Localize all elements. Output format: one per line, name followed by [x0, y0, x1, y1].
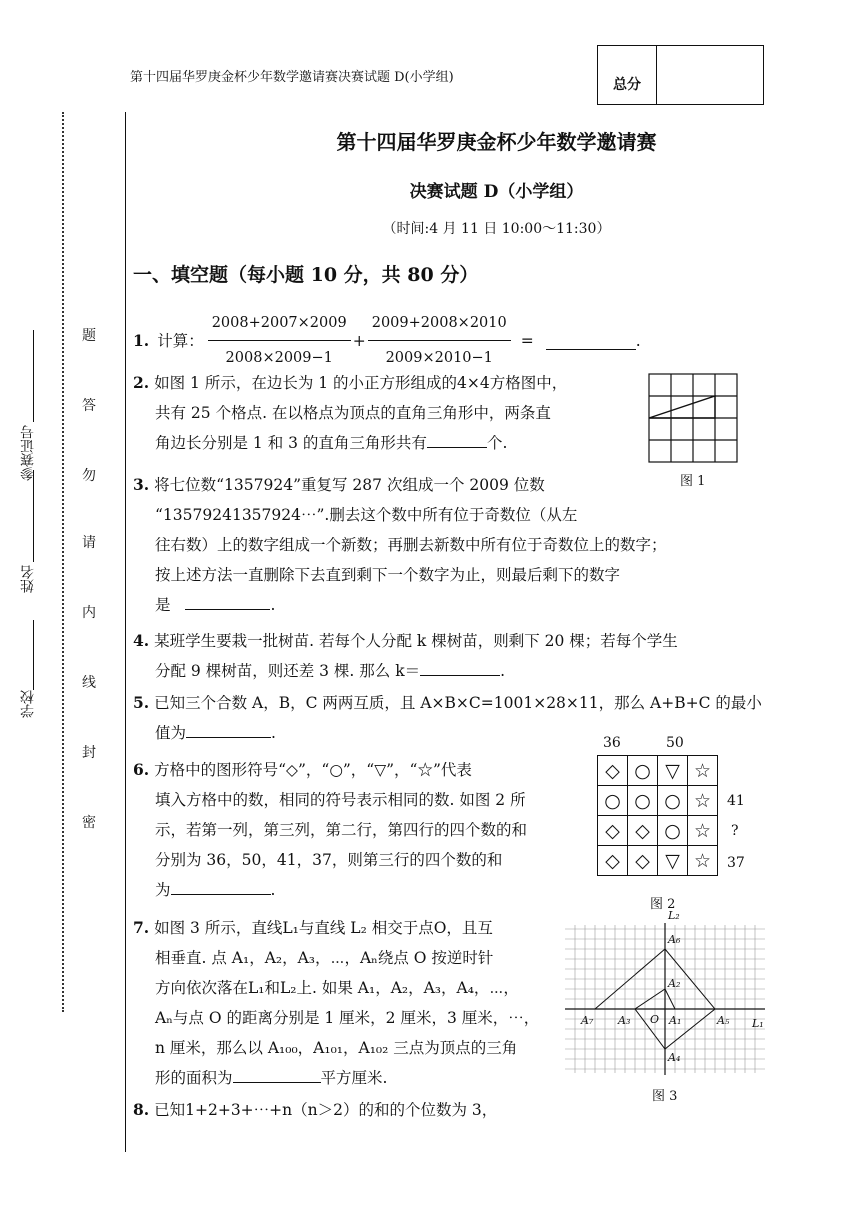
grid-cell: ☆	[688, 786, 718, 816]
grid-cell: ◇	[628, 816, 658, 846]
q3-line: 按上述方法一直删除下去直到剩下一个数字为止，则最后剩下的数字	[155, 566, 621, 584]
q3-line: 是	[155, 596, 171, 614]
grid-cell: ○	[628, 786, 658, 816]
exam-time: （时间:4 月 11 日 10:00～11:30）	[382, 221, 611, 237]
figure-1-triangle	[649, 396, 715, 418]
warning-char: 请	[82, 535, 96, 551]
warning-char: 线	[82, 675, 96, 691]
grid-cell: ○	[658, 816, 688, 846]
answer-blank-2[interactable]	[427, 429, 487, 448]
label-a1: A₁	[669, 1014, 682, 1027]
id-label: 参赛证号	[20, 425, 36, 481]
answer-blank-6[interactable]	[171, 876, 271, 895]
q4-line: .	[500, 662, 506, 680]
q6-line: 为	[155, 881, 171, 899]
answer-blank-3[interactable]	[185, 591, 270, 610]
question-1	[133, 308, 641, 373]
question-5	[133, 688, 762, 748]
q4-line: 分配 9 棵树苗，则还差 3 棵. 那么 k＝	[155, 662, 421, 680]
fraction-2	[368, 308, 511, 373]
fraction-numerator: 2008+2007×2009	[208, 308, 351, 341]
header-title: 第十四届华罗庚金杯少年数学邀请赛决赛试题 D(小学组)	[130, 70, 454, 85]
margin-rule	[125, 112, 126, 1152]
name-field[interactable]	[33, 470, 34, 562]
warning-char: 密	[82, 815, 96, 831]
school-field[interactable]	[33, 620, 34, 690]
fraction-1	[208, 308, 351, 373]
grid-cell: ◇	[598, 756, 628, 786]
question-number: 8.	[133, 1100, 150, 1119]
grid-cell: ○	[598, 786, 628, 816]
grid-cell: ▽	[658, 846, 688, 876]
label-a6: A₆	[668, 933, 681, 946]
q4-line: 某班学生要栽一批树苗. 若每个人分配 k 棵树苗，则剩下 20 棵；若每个学生	[154, 632, 678, 650]
q6-line: 填入方格中的数，相同的符号表示相同的数. 如图 2 所	[155, 791, 526, 809]
school-label: 学校	[20, 690, 36, 718]
q7-line: n 厘米，那么以 A₁₀₀，A₁₀₁，A₁₀₂ 三点为顶点的三角	[155, 1039, 518, 1057]
label-a5: A₅	[717, 1014, 730, 1027]
q3-line: 往右数）上的数字组成一个新数；再删去新数中所有位于奇数位上的数字；	[155, 536, 667, 554]
grid-row	[598, 756, 718, 786]
grid-cell: ◇	[598, 846, 628, 876]
question-6	[133, 755, 593, 905]
question-3	[133, 470, 743, 620]
question-number: 3.	[133, 475, 150, 494]
q8-line: 已知1+2+3+⋯+n（n＞2）的和的个位数为 3，	[154, 1101, 498, 1119]
q7-line: Aₙ与点 O 的距离分别是 1 厘米，2 厘米，3 厘米，⋯，	[155, 1009, 540, 1027]
question-end: .	[635, 331, 641, 350]
question-number: 2.	[133, 373, 150, 392]
grid-cell: ◇	[628, 846, 658, 876]
grid-cell: ◇	[598, 816, 628, 846]
grid-row	[598, 816, 718, 846]
q2-line: 共有 25 个格点. 在以格点为顶点的直角三角形中，两条直	[155, 404, 551, 422]
answer-blank-5[interactable]	[186, 719, 271, 738]
question-7	[133, 913, 553, 1093]
column-sum-label: 36	[603, 735, 621, 751]
figure-2-caption: 图 2	[650, 897, 676, 912]
figure-1-caption: 图 1	[680, 474, 706, 489]
answer-blank-1[interactable]	[546, 331, 636, 350]
label-l1: L₁	[752, 1017, 764, 1030]
question-8	[133, 1095, 693, 1125]
question-number: 7.	[133, 918, 150, 937]
q5-line: 已知三个合数 A，B，C 两两互质，且 A×B×C=1001×28×11，那么 A+B+C 的最小	[154, 694, 762, 712]
score-value-cell[interactable]	[657, 46, 763, 104]
q5-line: .	[271, 724, 276, 742]
score-label: 总分	[598, 46, 657, 104]
q6-line: 示，若第一列，第三列，第二行，第四行的四个数的和	[155, 821, 528, 839]
q2-line: 如图 1 所示，在边长为 1 的小正方形组成的4×4方格图中，	[154, 374, 568, 392]
figure-2-grid	[597, 755, 718, 876]
answer-blank-7[interactable]	[233, 1064, 321, 1083]
figure-1-grid	[648, 373, 738, 463]
q5-line: 值为	[155, 724, 187, 742]
question-number: 1.	[133, 330, 150, 350]
column-sum-label: 50	[666, 735, 684, 751]
grid-cell: ☆	[688, 816, 718, 846]
id-field[interactable]	[33, 330, 34, 422]
score-box	[597, 45, 764, 105]
row-sum-label: 41	[727, 793, 745, 809]
q7-line: 方向依次落在L₁和L₂上. 如果 A₁，A₂，A₃，A₄，⋯，	[155, 979, 519, 997]
question-number: 5.	[133, 693, 150, 712]
figure-3-diagram	[565, 905, 765, 1085]
q2-line: 个.	[486, 434, 508, 452]
q6-line: .	[270, 881, 276, 899]
question-prefix: 计算：	[157, 331, 204, 350]
answer-blank-4[interactable]	[420, 657, 500, 676]
warning-char: 内	[82, 605, 96, 621]
warning-char: 答	[82, 398, 96, 414]
label-a4: A₄	[668, 1051, 681, 1064]
equals-sign: =	[520, 331, 534, 350]
q7-line: 形的面积为	[155, 1069, 233, 1087]
warning-char: 封	[82, 745, 96, 761]
warning-char: 题	[82, 328, 96, 344]
grid-cell: ▽	[658, 756, 688, 786]
exam-subtitle: 决赛试题 D（小学组）	[409, 182, 584, 202]
question-4	[133, 626, 753, 686]
name-label: 姓名	[20, 565, 36, 593]
q7-line: 如图 3 所示，直线L₁与直线 L₂ 相交于点O，且互	[154, 919, 493, 937]
section-heading: 一、填空题（每小题 10 分，共 80 分）	[133, 264, 479, 286]
fraction-denominator: 2009×2010−1	[385, 350, 493, 366]
label-a3: A₃	[618, 1014, 631, 1027]
grid-cell: ○	[658, 786, 688, 816]
grid-row	[598, 846, 718, 876]
question-number: 6.	[133, 760, 150, 779]
q7-line: 相垂直. 点 A₁，A₂，A₃，⋯，Aₙ绕点 O 按逆时针	[155, 949, 494, 967]
grid-row	[598, 786, 718, 816]
q6-line: 分别为 36，50，41，37，则第三行的四个数的和	[155, 851, 503, 869]
q6-line: 方格中的图形符号“◇”，“○”，“▽”，“☆”代表	[154, 761, 472, 779]
question-number: 4.	[133, 631, 150, 650]
grid-cell: ☆	[688, 846, 718, 876]
label-a2: A₂	[668, 977, 681, 990]
seal-dotted-line	[62, 112, 64, 1012]
figure-3-caption: 图 3	[652, 1089, 678, 1104]
q3-line: .	[270, 596, 276, 614]
plus-sign: +	[352, 331, 366, 350]
warning-char: 勿	[82, 468, 96, 484]
grid-cell: ○	[628, 756, 658, 786]
label-a7: A₇	[581, 1014, 594, 1027]
label-l2: L₂	[668, 909, 680, 922]
fraction-numerator: 2009+2008×2010	[368, 308, 511, 341]
fraction-denominator: 2008×2009−1	[225, 350, 333, 366]
row-sum-label: ?	[731, 823, 739, 839]
row-sum-label: 37	[727, 855, 745, 871]
q3-line: 将七位数“1357924”重复写 287 次组成一个 2009 位数	[154, 476, 545, 494]
question-2	[133, 368, 613, 458]
q7-line: 平方厘米.	[320, 1069, 388, 1087]
exam-title: 第十四届华罗庚金杯少年数学邀请赛	[336, 130, 657, 154]
q2-line: 角边长分别是 1 和 3 的直角三角形共有	[155, 434, 427, 452]
grid-cell: ☆	[688, 756, 718, 786]
label-o: O	[650, 1013, 660, 1026]
q3-line: “13579241357924⋯”.删去这个数中所有位于奇数位（从左	[155, 506, 578, 524]
